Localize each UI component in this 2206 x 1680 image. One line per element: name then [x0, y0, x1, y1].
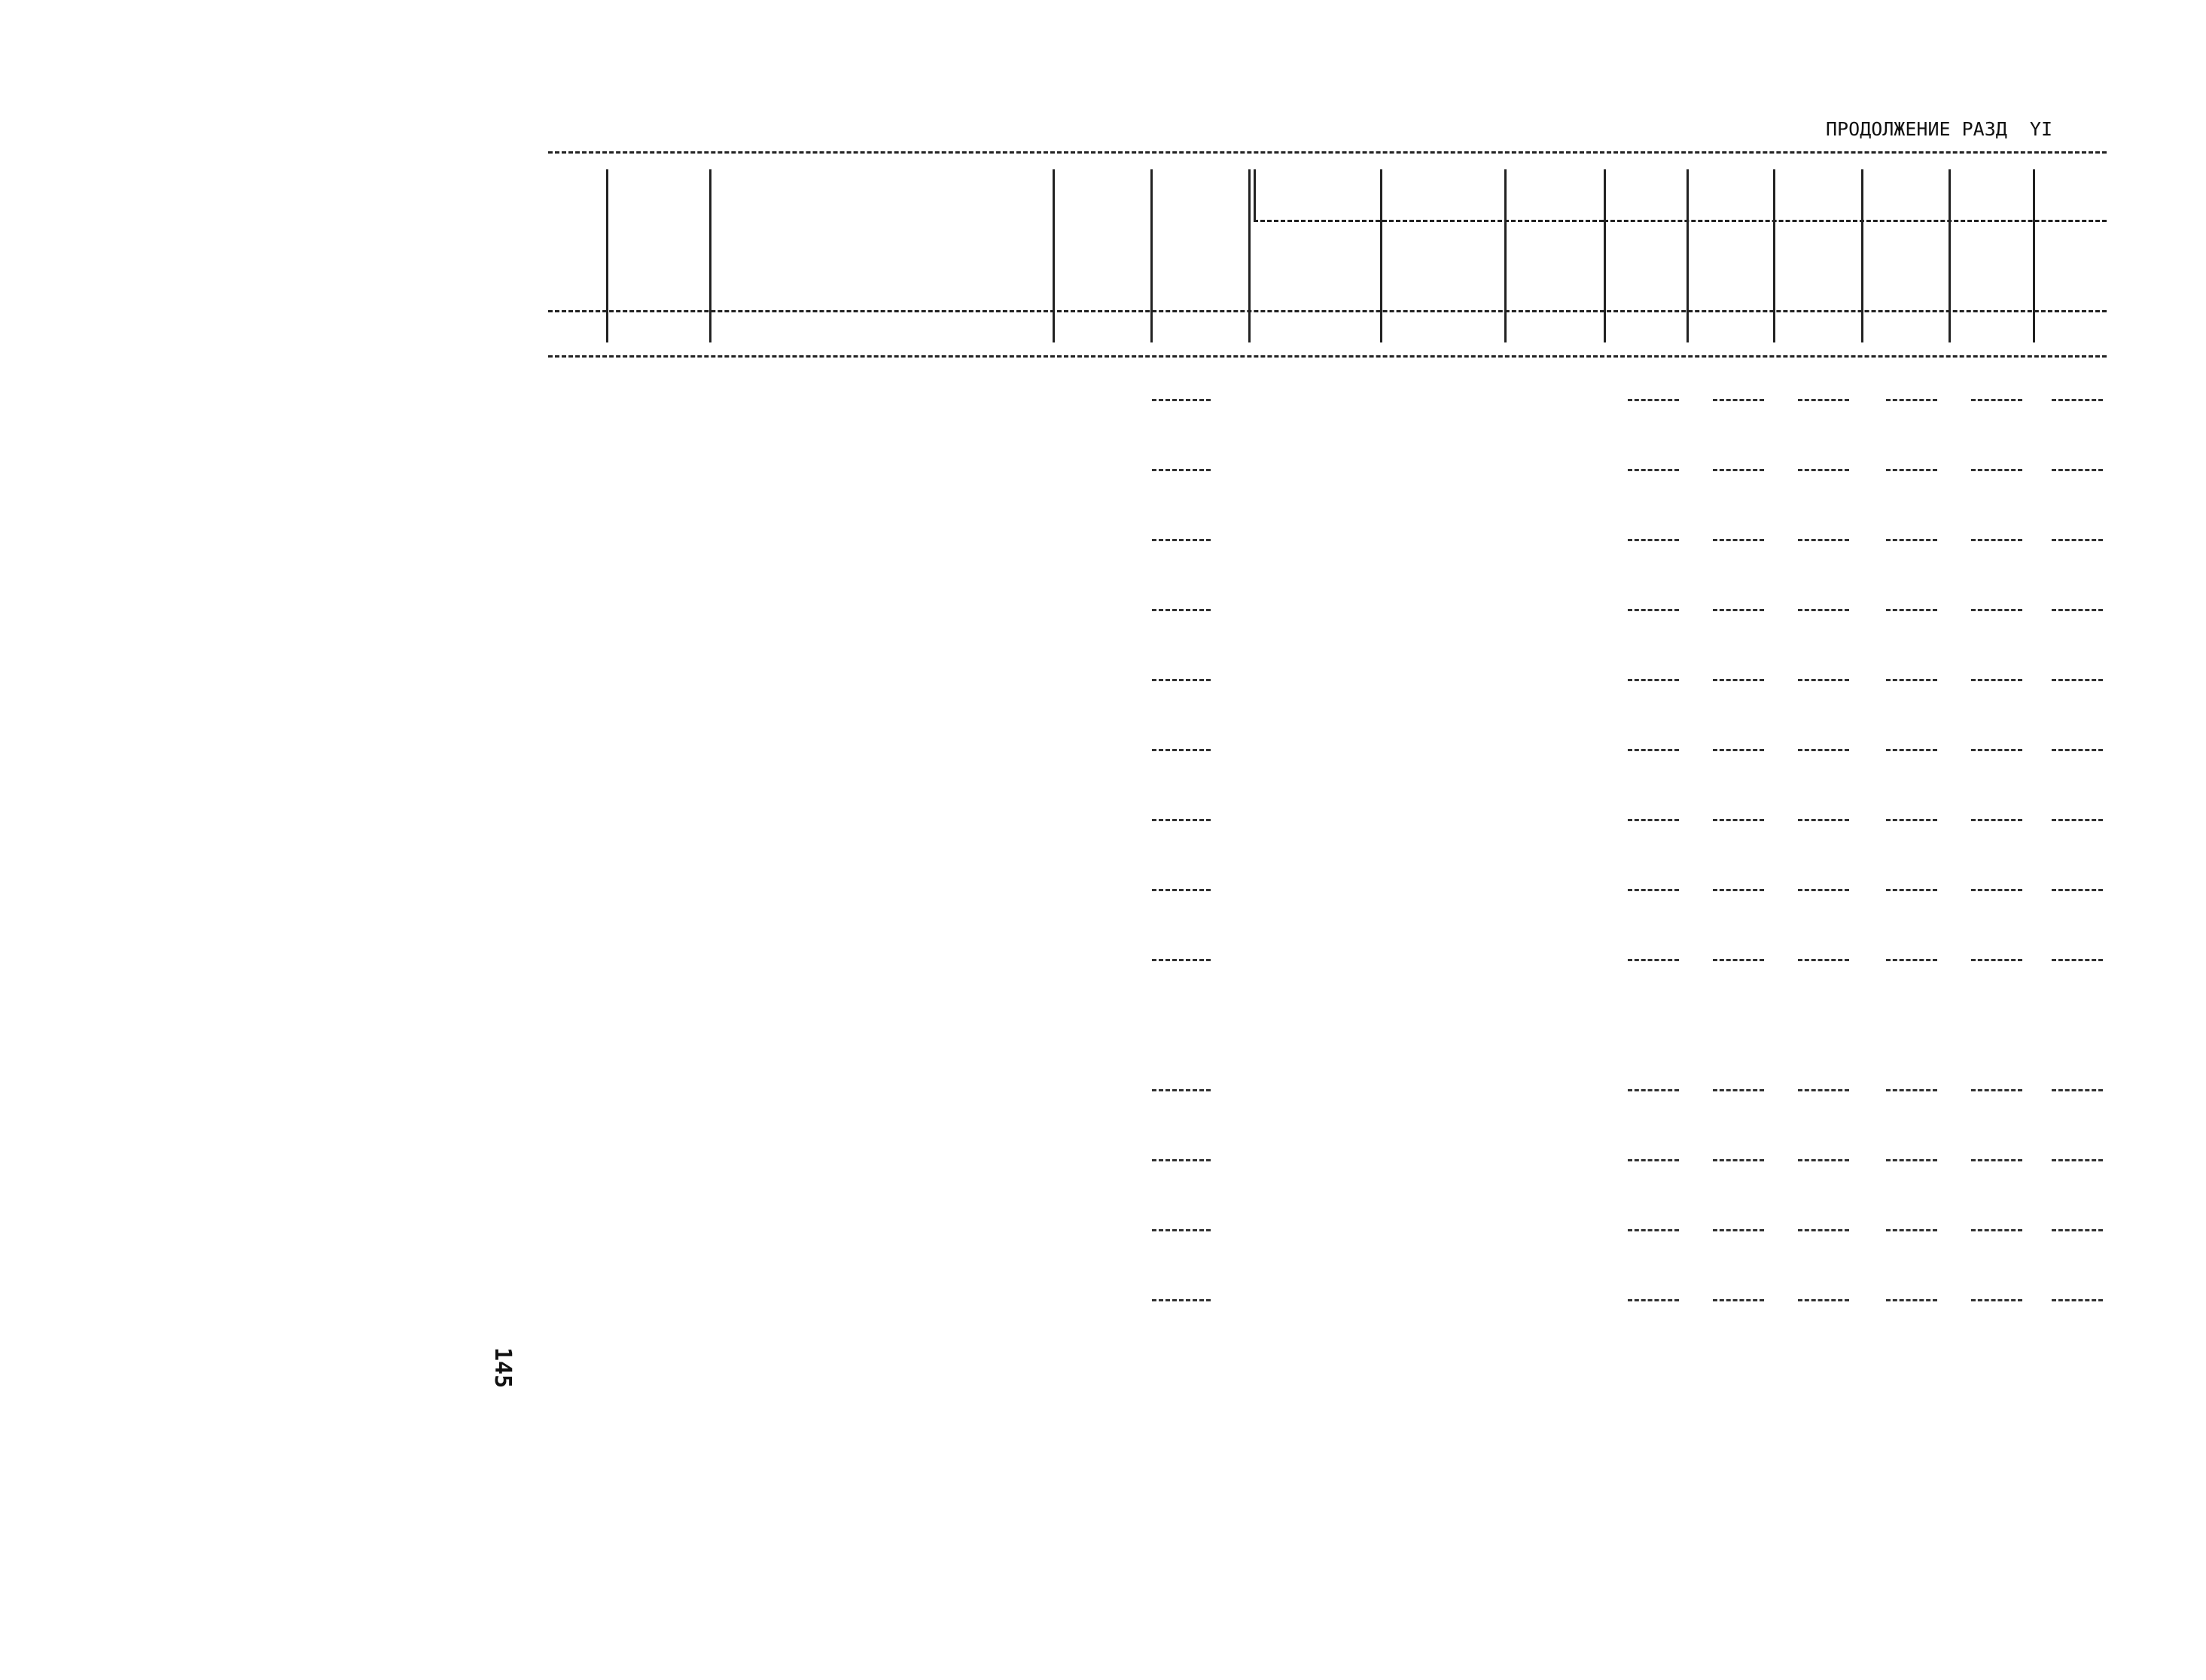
price-divider: [1628, 469, 1679, 471]
price-divider: [1971, 1299, 2022, 1301]
price-divider: [1713, 1229, 1764, 1231]
price-divider: [1713, 749, 1764, 751]
column-separator: [1686, 169, 1689, 342]
price-divider: [1628, 399, 1679, 401]
price-divider: [1798, 889, 1849, 891]
mass-divider: [1152, 469, 1211, 471]
price-divider: [1798, 749, 1849, 751]
price-divider: [1971, 1159, 2022, 1161]
price-divider: [1628, 749, 1679, 751]
mass-divider: [1152, 539, 1211, 541]
price-divider: [2052, 889, 2103, 891]
price-divider: [1798, 1229, 1849, 1231]
column-separator: [606, 169, 608, 342]
price-divider: [1628, 889, 1679, 891]
price-divider: [1886, 469, 1937, 471]
price-divider: [2052, 1159, 2103, 1161]
price-divider: [1886, 539, 1937, 541]
price-divider: [1886, 1089, 1937, 1091]
mass-divider: [1152, 1159, 1211, 1161]
price-divider: [1628, 1299, 1679, 1301]
price-divider: [1713, 1089, 1764, 1091]
price-divider: [1971, 399, 2022, 401]
price-divider: [1628, 1229, 1679, 1231]
rule-top: [548, 151, 2107, 154]
price-divider: [1713, 959, 1764, 961]
rule-header-bottom: [548, 310, 2107, 312]
price-divider: [1713, 679, 1764, 681]
rule-colnum-bottom: [548, 355, 2107, 358]
price-divider: [1628, 609, 1679, 611]
price-divider: [2052, 819, 2103, 821]
price-divider: [1971, 959, 2022, 961]
price-divider: [1713, 819, 1764, 821]
price-divider: [1798, 679, 1849, 681]
price-divider: [1886, 1229, 1937, 1231]
price-divider: [1971, 889, 2022, 891]
price-divider: [1628, 1089, 1679, 1091]
column-separator: [1150, 169, 1153, 342]
price-divider: [1886, 1159, 1937, 1161]
price-divider: [1886, 749, 1937, 751]
column-separator: [1254, 169, 1256, 221]
price-divider: [1628, 539, 1679, 541]
price-divider: [1628, 819, 1679, 821]
price-divider: [1798, 819, 1849, 821]
mass-divider: [1152, 679, 1211, 681]
price-divider: [1886, 609, 1937, 611]
mass-divider: [1152, 399, 1211, 401]
mass-divider: [1152, 1229, 1211, 1231]
mass-divider: [1152, 749, 1211, 751]
price-divider: [1971, 679, 2022, 681]
column-separator: [1604, 169, 1606, 342]
price-divider: [2052, 749, 2103, 751]
price-divider: [1798, 399, 1849, 401]
column-separator: [1773, 169, 1775, 342]
price-divider: [1798, 609, 1849, 611]
mass-divider: [1152, 819, 1211, 821]
column-separator: [1504, 169, 1507, 342]
column-separator: [1053, 169, 1055, 342]
price-divider: [1886, 679, 1937, 681]
mass-divider: [1152, 1089, 1211, 1091]
price-divider: [1798, 1159, 1849, 1161]
price-divider: [1798, 1089, 1849, 1091]
price-divider: [1798, 1299, 1849, 1301]
price-divider: [1971, 609, 2022, 611]
mass-divider: [1152, 1299, 1211, 1301]
price-divider: [1628, 959, 1679, 961]
price-divider: [2052, 1089, 2103, 1091]
price-divider: [1713, 399, 1764, 401]
column-separator: [1861, 169, 1863, 342]
price-divider: [2052, 399, 2103, 401]
price-divider: [1971, 1089, 2022, 1091]
price-divider: [1798, 959, 1849, 961]
page-header: ПРОДОЛЖЕНИЕ РАЗД YI: [1826, 118, 2053, 140]
price-divider: [1886, 959, 1937, 961]
price-divider: [2052, 679, 2103, 681]
price-divider: [1886, 819, 1937, 821]
price-divider: [1798, 539, 1849, 541]
price-divider: [2052, 469, 2103, 471]
mass-divider: [1152, 889, 1211, 891]
price-divider: [1886, 1299, 1937, 1301]
price-divider: [1886, 399, 1937, 401]
rule-estimate-group: [1604, 220, 2107, 222]
price-divider: [1628, 679, 1679, 681]
price-divider: [1886, 889, 1937, 891]
column-separator: [709, 169, 711, 342]
page-number: 145: [489, 1347, 516, 1389]
price-divider: [1971, 539, 2022, 541]
price-divider: [1713, 1299, 1764, 1301]
price-divider: [1713, 609, 1764, 611]
price-divider: [1713, 469, 1764, 471]
price-divider: [1971, 749, 2022, 751]
column-separator: [1949, 169, 1951, 342]
price-divider: [2052, 1299, 2103, 1301]
price-divider: [1971, 1229, 2022, 1231]
price-divider: [2052, 609, 2103, 611]
price-divider: [1713, 539, 1764, 541]
mass-divider: [1152, 609, 1211, 611]
price-divider: [1971, 819, 2022, 821]
price-divider: [2052, 1229, 2103, 1231]
price-divider: [1713, 889, 1764, 891]
price-divider: [2052, 539, 2103, 541]
price-divider: [1628, 1159, 1679, 1161]
price-divider: [1713, 1159, 1764, 1161]
rule-ref-group: [1254, 220, 1604, 222]
mass-divider: [1152, 959, 1211, 961]
price-divider: [1798, 469, 1849, 471]
column-separator: [1248, 169, 1251, 342]
price-divider: [2052, 959, 2103, 961]
column-separator: [1380, 169, 1382, 342]
price-divider: [1971, 469, 2022, 471]
column-separator: [2033, 169, 2035, 342]
